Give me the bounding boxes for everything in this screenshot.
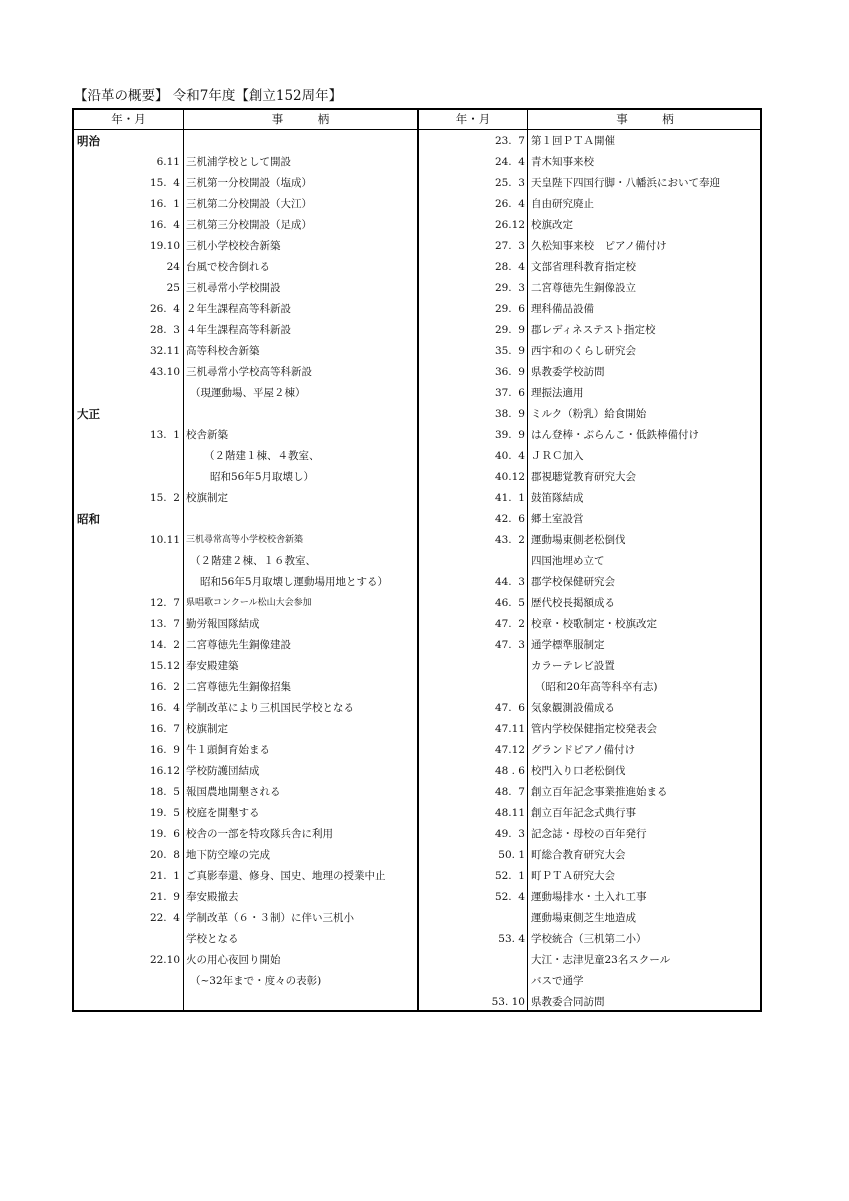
history-row	[74, 383, 762, 404]
event-cell: 昭和56年5月取壊し）	[210, 471, 315, 483]
event-cell: 歴代校長掲額成る	[531, 597, 615, 609]
event-cell: 町総合教育研究大会	[531, 849, 626, 861]
date-cell: 16.12	[149, 765, 180, 777]
event-cell: （~32年まで・度々の表彰)	[190, 975, 322, 987]
event-cell: 理振法適用	[531, 387, 584, 399]
date-cell: 28. 3	[149, 324, 180, 336]
event-cell: 校章・校歌制定・校旗改定	[531, 618, 657, 630]
event-cell: （昭和20年高等科卒有志)	[535, 681, 658, 693]
event-cell: 三机尋常小学校開設	[186, 282, 281, 294]
event-cell: 学校統合（三机第二小）	[531, 933, 647, 945]
history-row	[74, 467, 762, 488]
event-cell: カラーテレビ設置	[531, 660, 615, 672]
date-cell: 48 . 6	[494, 765, 525, 777]
event-cell: 町ＰＴＡ研究大会	[531, 870, 615, 882]
event-cell: 郡学校保健研究会	[531, 576, 615, 588]
date-cell: 47. 2	[494, 618, 525, 630]
history-row	[74, 236, 762, 257]
event-cell: 鼓笛隊結成	[531, 492, 584, 504]
event-cell: 自由研究廃止	[531, 198, 594, 210]
era-label: 大正	[77, 407, 100, 421]
date-cell: 24. 4	[494, 156, 525, 168]
event-cell: 気象観測設備成る	[531, 702, 615, 714]
date-cell: 24	[166, 261, 180, 273]
date-cell: 48.11	[494, 807, 525, 819]
date-cell: 39. 9	[494, 429, 525, 441]
history-row	[74, 194, 762, 215]
right-event-header: 事 柄	[616, 112, 674, 126]
event-cell: 学校となる	[186, 933, 239, 945]
event-cell: ２年生課程高等科新設	[186, 303, 291, 315]
date-cell: 43. 2	[494, 534, 525, 546]
event-cell: 運動場東側芝生地造成	[531, 912, 636, 924]
history-row	[74, 362, 762, 383]
event-cell: 学制改革（６・３制）に伴い三机小	[186, 912, 354, 924]
event-cell: 報国農地開墾される	[186, 786, 281, 798]
history-row	[74, 341, 762, 362]
event-cell: はん登棒・ぶらんこ・低鉄棒備付け	[531, 429, 699, 441]
event-cell: （現運動場、平屋２棟）	[190, 387, 306, 399]
history-row	[74, 677, 762, 698]
date-cell: 50. 1	[498, 849, 525, 861]
event-cell: 牛１頭飼育始まる	[186, 744, 270, 756]
history-row	[74, 593, 762, 614]
date-cell: 12. 7	[149, 597, 180, 609]
event-cell: 二宮尊徳先生銅像建設	[186, 639, 291, 651]
left-date-header: 年・月	[111, 112, 146, 126]
history-row	[74, 992, 762, 1013]
history-row	[74, 572, 762, 593]
date-cell: 26. 4	[494, 198, 525, 210]
event-cell: 四国池埋め立て	[531, 555, 605, 567]
event-cell: 創立百年記念式典行事	[531, 807, 636, 819]
event-cell: 校舎新築	[186, 429, 228, 441]
date-cell: 21. 9	[149, 891, 180, 903]
date-cell: 52. 4	[494, 891, 525, 903]
event-cell: 学校防護団結成	[186, 765, 260, 777]
history-row	[74, 971, 762, 992]
event-cell: 天皇陛下四国行脚・八幡浜において奉迎	[531, 177, 720, 189]
date-cell: 29. 9	[494, 324, 525, 336]
history-row	[74, 446, 762, 467]
date-cell: 41. 1	[494, 492, 525, 504]
history-row	[74, 488, 762, 509]
history-row	[74, 215, 762, 236]
event-cell: 昭和56年5月取壊し運動場用地とする）	[200, 576, 389, 588]
event-cell: 校門入り口老松倒伐	[531, 765, 626, 777]
date-cell: 18. 5	[149, 786, 180, 798]
date-cell: 26.12	[494, 219, 525, 231]
date-cell: 53. 4	[498, 933, 525, 945]
event-cell: 運動場東側老松倒伐	[531, 534, 626, 546]
history-row	[74, 719, 762, 740]
history-row	[74, 320, 762, 341]
event-cell: 地下防空壕の完成	[186, 849, 270, 861]
date-cell: 35. 9	[494, 345, 525, 357]
date-cell: 44. 3	[494, 576, 525, 588]
history-row	[74, 299, 762, 320]
event-cell: 記念誌・母校の百年発行	[531, 828, 647, 840]
date-cell: 13. 7	[149, 618, 180, 630]
event-cell: ４年生課程高等科新設	[186, 324, 291, 336]
event-cell: 三机第一分校開設（塩成）	[186, 177, 312, 189]
date-cell: 47. 3	[494, 639, 525, 651]
date-cell: 25	[166, 282, 180, 294]
event-cell: 高等科校舎新築	[186, 345, 260, 357]
date-cell: 13. 1	[149, 429, 180, 441]
history-row	[74, 908, 762, 929]
date-cell: 43.10	[149, 366, 180, 378]
event-cell: 台風で校舎倒れる	[186, 261, 270, 273]
date-cell: 42. 6	[494, 513, 525, 525]
event-cell: 大江・志津児童23名スクール	[531, 954, 671, 966]
event-cell: 県唱歌コンクール松山大会参加	[186, 598, 312, 608]
date-cell: 47. 6	[494, 702, 525, 714]
event-cell: 三机浦学校として開設	[186, 156, 291, 168]
event-cell: 運動場排水・土入れ工事	[531, 891, 647, 903]
date-cell: 16. 1	[149, 198, 180, 210]
event-cell: ＪＲＣ加入	[531, 450, 584, 462]
event-cell: （２階建２棟、１６教室、	[190, 555, 316, 567]
history-row	[74, 845, 762, 866]
event-cell: 三机小学校校舎新築	[186, 240, 281, 252]
date-cell: 29. 3	[494, 282, 525, 294]
event-cell: 理科備品設備	[531, 303, 594, 315]
date-cell: 16. 4	[149, 219, 180, 231]
history-row	[74, 404, 762, 425]
history-row	[74, 824, 762, 845]
event-cell: 三机尋常小学校高等科新設	[186, 366, 312, 378]
event-cell: 校庭を開墾する	[186, 807, 260, 819]
event-cell: 文部省理科教育指定校	[531, 261, 636, 273]
event-cell: 奉安殿建築	[186, 660, 239, 672]
era-label: 昭和	[77, 512, 100, 526]
event-cell: 青木知事来校	[531, 156, 594, 168]
history-row	[74, 152, 762, 173]
date-cell: 38. 9	[494, 408, 525, 420]
date-cell: 23. 7	[494, 135, 525, 147]
history-row	[74, 950, 762, 971]
history-row	[74, 803, 762, 824]
date-cell: 53. 10	[491, 996, 525, 1008]
date-cell: 16. 7	[149, 723, 180, 735]
date-cell: 6.11	[156, 156, 180, 168]
event-cell: 学制改革により三机国民学校となる	[186, 702, 354, 714]
event-cell: ミルク（粉乳）給食開始	[531, 408, 647, 420]
event-cell: 校旗改定	[531, 219, 573, 231]
date-cell: 26. 4	[149, 303, 180, 315]
event-cell: 勤労報国隊結成	[186, 618, 260, 630]
date-cell: 36. 9	[494, 366, 525, 378]
history-row	[74, 698, 762, 719]
date-cell: 29. 6	[494, 303, 525, 315]
date-cell: 16. 4	[149, 702, 180, 714]
event-cell: 県教委合同訪問	[531, 996, 605, 1008]
date-cell: 16. 9	[149, 744, 180, 756]
history-row	[74, 761, 762, 782]
event-cell: 火の用心夜回り開始	[186, 954, 281, 966]
date-cell: 37. 6	[494, 387, 525, 399]
date-cell: 27. 3	[494, 240, 525, 252]
history-row	[74, 740, 762, 761]
history-row	[74, 887, 762, 908]
document-title: 【沿革の概要】 令和7年度【創立152周年】	[74, 88, 343, 104]
event-cell: 創立百年記念事業推進始まる	[531, 786, 668, 798]
date-cell: 32.11	[149, 345, 180, 357]
event-cell: 三机第二分校開設（大江）	[186, 198, 312, 210]
event-cell: 県教委学校訪問	[531, 366, 605, 378]
history-row	[74, 551, 762, 572]
event-cell: グランドピアノ備付け	[531, 744, 636, 756]
date-cell: 28. 4	[494, 261, 525, 273]
event-cell: （２階建１棟、４教室、	[204, 450, 320, 462]
event-cell: 奉安殿撤去	[186, 891, 239, 903]
history-row	[74, 782, 762, 803]
history-row	[74, 509, 762, 530]
event-cell: 第１回ＰＴＡ開催	[531, 135, 615, 147]
history-row	[74, 173, 762, 194]
history-row	[74, 635, 762, 656]
date-cell: 21. 1	[149, 870, 180, 882]
history-row	[74, 929, 762, 950]
date-cell: 22.10	[149, 954, 180, 966]
header-divider	[74, 129, 760, 130]
event-cell: 校舎の一部を特攻隊兵舎に利用	[186, 828, 333, 840]
date-cell: 19. 6	[149, 828, 180, 840]
history-row	[74, 278, 762, 299]
event-cell: 通学標準服制定	[531, 639, 605, 651]
date-cell: 52. 1	[494, 870, 525, 882]
date-cell: 15.12	[149, 660, 180, 672]
date-cell: 15. 4	[149, 177, 180, 189]
date-cell: 47.11	[494, 723, 525, 735]
date-cell: 15. 2	[149, 492, 180, 504]
history-row	[74, 866, 762, 887]
left-event-header: 事 柄	[271, 112, 330, 126]
event-cell: バスで通学	[531, 975, 584, 987]
date-cell: 19. 5	[149, 807, 180, 819]
event-cell: 三机第三分校開設（足成）	[186, 219, 312, 231]
date-cell: 47.12	[494, 744, 525, 756]
event-cell: 久松知事来校 ピアノ備付け	[531, 240, 667, 252]
date-cell: 40.12	[494, 471, 525, 483]
date-cell: 10.11	[149, 534, 180, 546]
date-cell: 46. 5	[494, 597, 525, 609]
event-cell: 校旗制定	[186, 492, 228, 504]
date-cell: 20. 8	[149, 849, 180, 861]
history-row	[74, 614, 762, 635]
date-cell: 48. 7	[494, 786, 525, 798]
date-cell: 40. 4	[494, 450, 525, 462]
date-cell: 16. 2	[149, 681, 180, 693]
event-cell: 二宮尊徳先生銅像招集	[186, 681, 291, 693]
history-row	[74, 257, 762, 278]
history-row	[74, 425, 762, 446]
history-table	[72, 108, 762, 1012]
event-cell: 校旗制定	[186, 723, 228, 735]
era-label: 明治	[77, 134, 100, 148]
date-cell: 25. 3	[494, 177, 525, 189]
history-row	[74, 656, 762, 677]
event-cell: 管内学校保健指定校発表会	[531, 723, 657, 735]
event-cell: ご真影奉還、修身、国史、地理の授業中止	[186, 870, 386, 882]
event-cell: 郡視聴覚教育研究大会	[531, 471, 636, 483]
date-cell: 49. 3	[494, 828, 525, 840]
date-cell: 14. 2	[149, 639, 180, 651]
date-cell: 22. 4	[149, 912, 180, 924]
date-cell: 19.10	[149, 240, 180, 252]
event-cell: 郷土室設営	[531, 513, 584, 525]
event-cell: 西宇和のくらし研究会	[531, 345, 636, 357]
history-row	[74, 530, 762, 551]
history-row	[74, 131, 762, 152]
event-cell: 三机尋常高等小学校校舎新築	[186, 535, 304, 545]
event-cell: 二宮尊徳先生銅像設立	[531, 282, 636, 294]
right-date-header: 年・月	[455, 112, 491, 126]
event-cell: 郡レディネステスト指定校	[531, 324, 656, 336]
